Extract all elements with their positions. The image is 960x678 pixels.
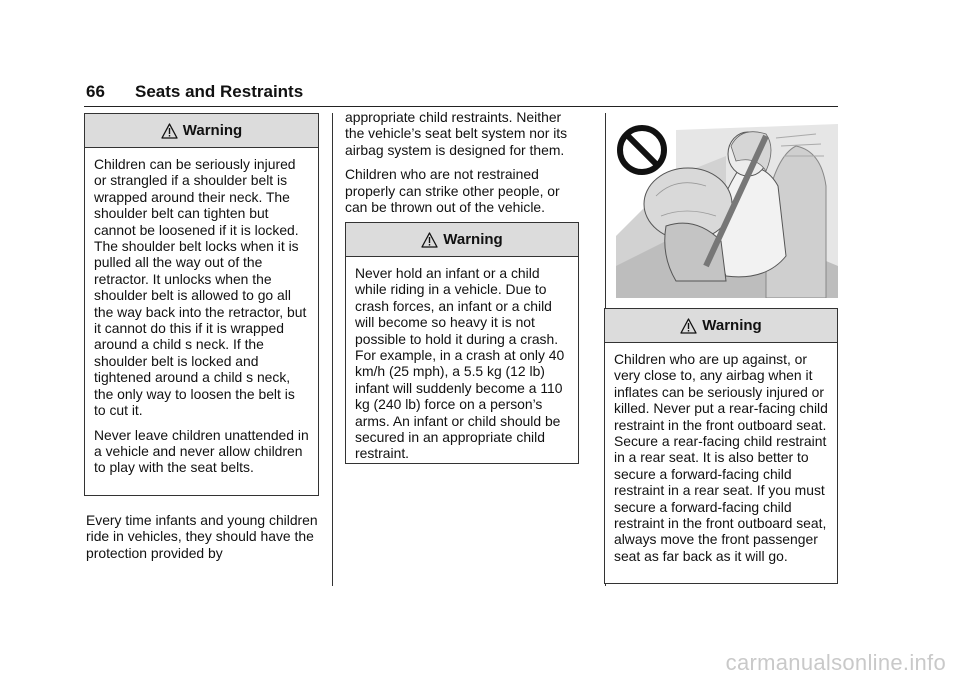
airbag-illustration — [616, 116, 838, 298]
body-paragraph: appropriate child restraints. Neither the vehicle’s seat belt system nor its airbag system is designed for them. — [345, 109, 568, 158]
column-divider — [332, 113, 333, 586]
warning-header — [605, 309, 837, 343]
warning-paragraph: Never leave children unattended in a vehicle and never allow children to play with the seat belts. — [94, 426, 309, 476]
warning-title: Warning — [702, 317, 762, 334]
warning-title: Warning — [182, 122, 243, 139]
watermark: carmanualsonline.info — [725, 650, 946, 675]
body-text-middle — [345, 109, 581, 223]
warning-body — [85, 148, 318, 486]
warning-paragraph: Children who are up against, or very close to, any airbag when it inflates can be seriously injured or killed. Never put a rear-facing child restraint in the front outboard seat. Secure a rear-facing child restraint in a rear seat. It is also better to secure a forward-facing child restraint in a rear seat. If you must secure a forward-facing child restraint in the front outboard seat, always move the front passenger seat as far back as it will go. — [614, 351, 828, 564]
warning-body — [605, 343, 837, 574]
warning-triangle-icon — [421, 232, 438, 248]
page-number: 66 — [86, 82, 105, 101]
warning-header — [346, 223, 578, 257]
body-paragraph: Children who are not restrained properly can strike other people, or can be thrown out of the vehicle. — [345, 166, 560, 216]
warning-triangle-icon — [161, 123, 178, 139]
body-text-left — [86, 512, 324, 569]
page-header — [84, 78, 838, 107]
body-paragraph: Every time infants and young children ride in vehicles, they should have the protection provided by — [86, 512, 318, 561]
warning-triangle-icon — [680, 318, 697, 334]
warning-title: Warning — [443, 231, 503, 248]
warning-box-2 — [345, 222, 579, 464]
warning-header — [85, 114, 318, 148]
warning-box-3 — [604, 308, 838, 584]
warning-body — [346, 257, 578, 472]
section-title: Seats and Restraints — [135, 82, 304, 101]
warning-box-1 — [84, 113, 319, 496]
warning-paragraph: Children can be seriously injured or strangled if a shoulder belt is wrapped around their neck. The shoulder belt can tighten but cannot be loosened if it is locked. The shoulder belt locks when it is pulled all the way out of the retractor. It unlocks when the shoulder belt is allowed to go all the way back into the retractor, but it cannot do this if it is wrapped around a child s neck. If the shoulder belt is locked and tightened around a child s neck, the only way to loosen the belt is to cut it. — [94, 156, 307, 419]
warning-paragraph: Never hold an infant or a child while riding in a vehicle. Due to crash forces, an infant or a child will become so heavy it is not possible to hold it during a crash. For example, in a crash at only 40 km/h (25 mph), a 5.5 kg (12 lb) infant will suddenly become a 110 kg (240 lb) force on a person’s arms. An infant or child should be secured in an appropriate child restraint. — [355, 265, 565, 462]
